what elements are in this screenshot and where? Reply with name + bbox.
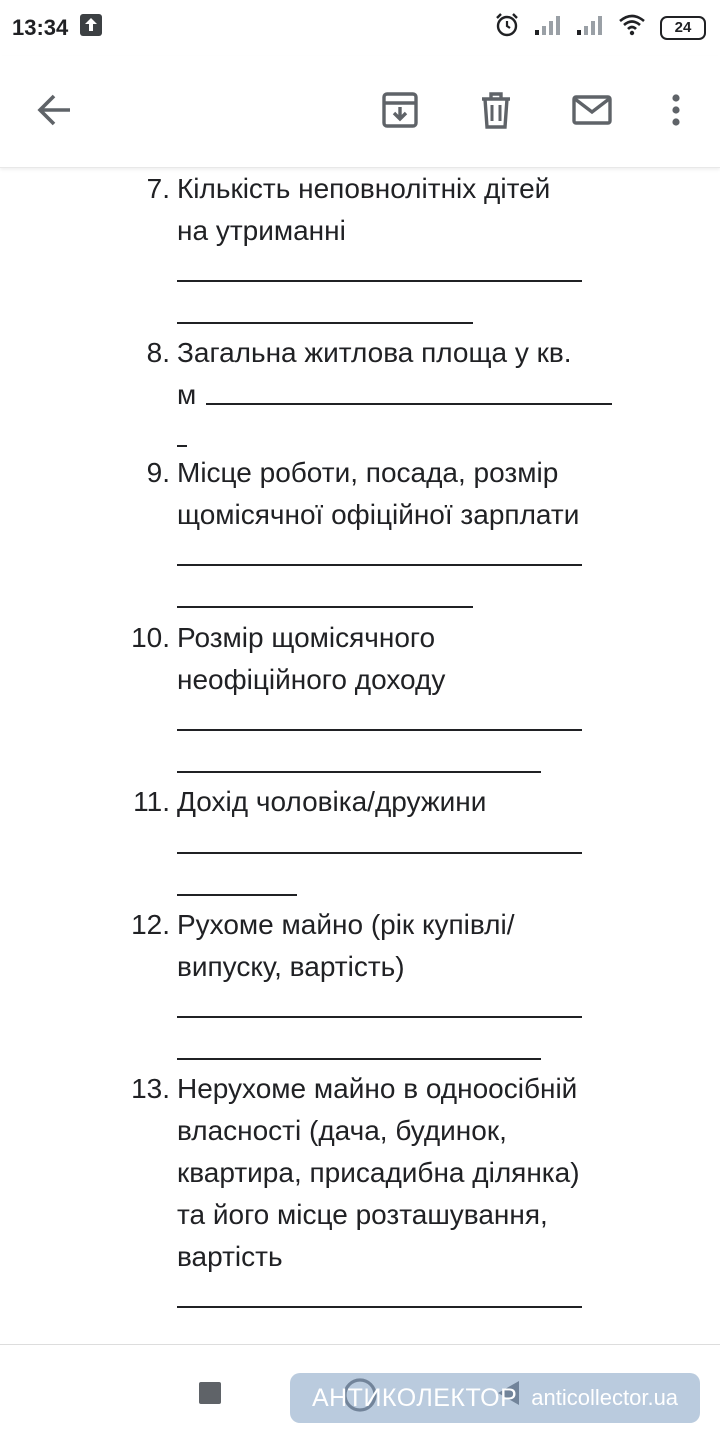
item-number: 7. <box>146 173 170 204</box>
battery-icon: 24 <box>660 16 706 40</box>
fill-line <box>177 1016 582 1018</box>
fill-line <box>177 564 582 566</box>
item-number: 13. <box>131 1073 170 1104</box>
status-left <box>12 14 102 42</box>
fill-line <box>177 894 297 896</box>
item-number: 10. <box>131 622 170 653</box>
system-nav-bar <box>0 1344 720 1441</box>
fill-line <box>177 322 473 324</box>
fill-line <box>177 445 187 447</box>
fill-line <box>177 729 582 731</box>
item-text: Загальна житлова площа у кв. м <box>177 337 572 410</box>
item-text: Рухоме майно (рік купівлі/ випуску, вартість) <box>177 909 515 982</box>
email-toolbar <box>0 56 720 168</box>
back-arrow-icon[interactable] <box>30 86 78 134</box>
mail-icon[interactable] <box>568 86 616 134</box>
item-number: 11. <box>133 786 170 817</box>
recents-square-icon[interactable] <box>190 1373 230 1413</box>
fill-line <box>177 852 582 854</box>
watermark <box>290 1373 700 1423</box>
fill-line <box>177 771 541 773</box>
watermark-brand: АНТИКОЛЕКТОР <box>311 1383 518 1412</box>
signal-icon <box>534 14 562 42</box>
item-number: 8. <box>146 337 170 368</box>
fill-line <box>177 1306 582 1308</box>
signal-icon <box>576 14 604 42</box>
item-text: Місце роботи, посада, розмір щомісячної офіційної зарплати <box>177 457 580 530</box>
item-number: 12. <box>131 909 170 940</box>
fill-line <box>177 606 473 608</box>
item-number: 9. <box>146 457 170 488</box>
email-body <box>0 168 720 1344</box>
alarm-icon <box>494 12 520 44</box>
fill-line <box>177 280 582 282</box>
status-time: 13:34 <box>12 15 69 40</box>
item-text: Дохід чоловіка/дружини <box>177 786 487 817</box>
item-text: Розмір щомісячного неофіційного доходу <box>177 622 446 695</box>
status-bar <box>0 0 720 56</box>
trash-icon[interactable] <box>472 86 520 134</box>
watermark-site: anticollector.ua <box>531 1385 679 1410</box>
upload-notification-icon <box>80 14 102 42</box>
status-right <box>494 12 706 44</box>
wifi-icon <box>618 14 646 42</box>
item-text: Кількість неповнолітніх дітей на утриманні <box>177 173 551 246</box>
item-text: Нерухоме майно в одноосібній власності (дача, будинок, квартира, присадибна ділянка) та його місце розташування, вартість <box>177 1073 580 1272</box>
archive-icon[interactable] <box>376 86 424 134</box>
fill-line <box>206 403 612 405</box>
fill-line <box>177 1058 541 1060</box>
more-vert-icon[interactable] <box>652 86 700 134</box>
